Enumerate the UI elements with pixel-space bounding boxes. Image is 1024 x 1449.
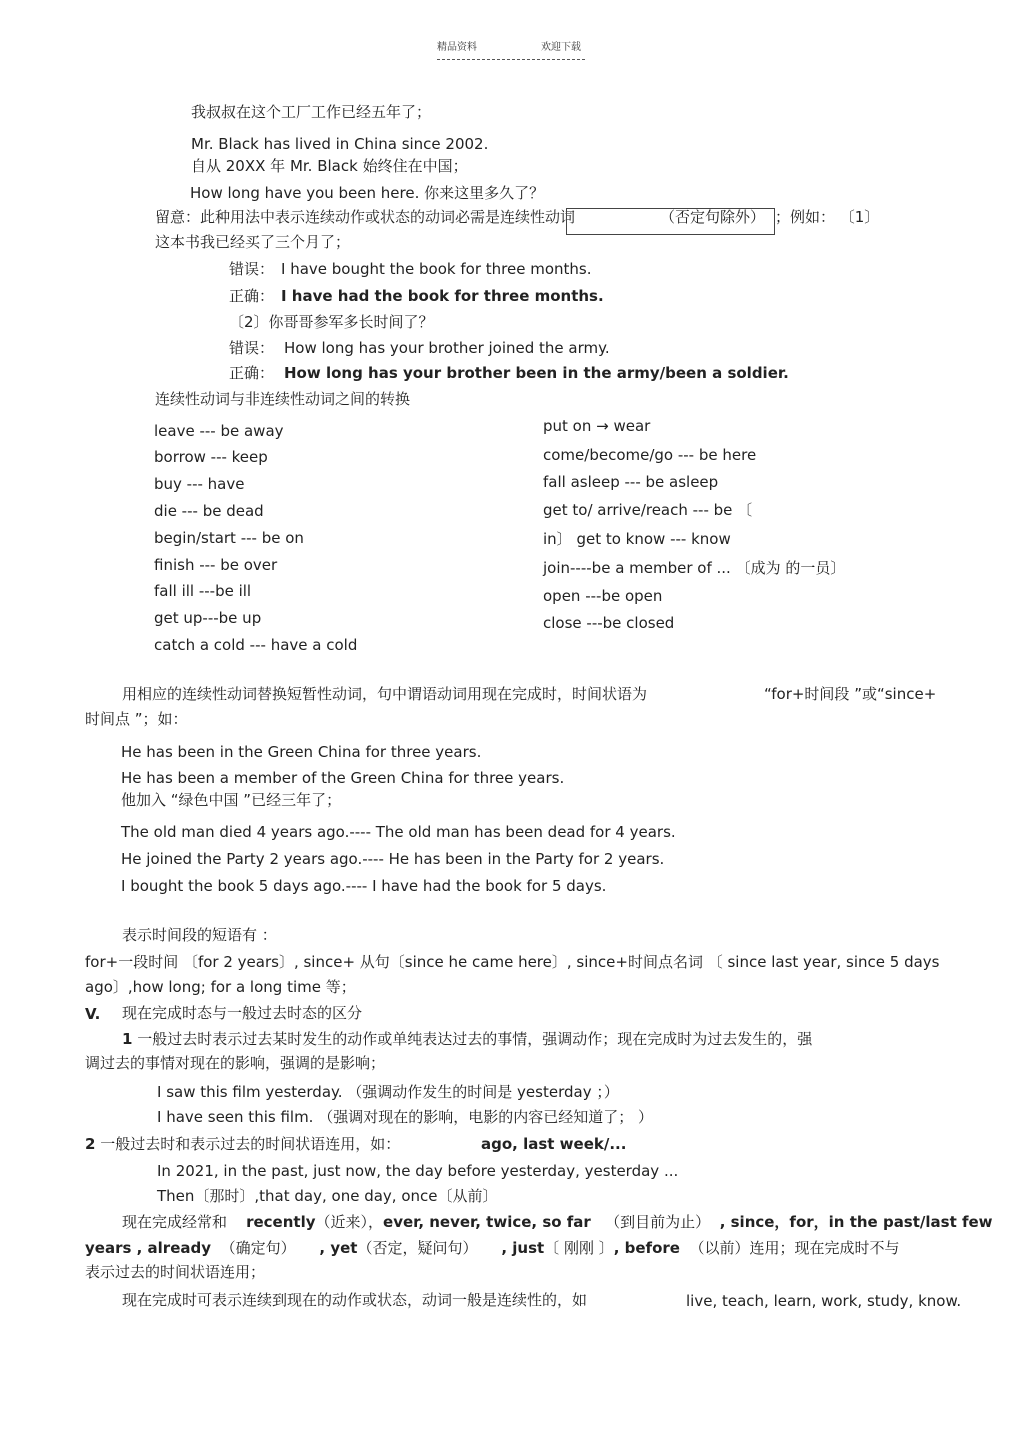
text-line: 这本书我已经买了三个月了； — [155, 233, 351, 251]
conversion-item: open ---be open — [543, 587, 663, 605]
wrong-label: 错误： — [229, 339, 275, 357]
example-sentence: In 2021, in the past, just now, the day before yesterday, yesterday ... — [157, 1162, 679, 1180]
correct-sentence: How long has your brother been in the army/been a soldier. — [284, 364, 789, 382]
paragraph-text: ago〕,how long; for a long time 等； — [85, 978, 356, 996]
section-heading: 连续性动词与非连续性动词之间的转换 — [155, 390, 411, 408]
paragraph-text: 现在完成经常和 recently（近来），ever, never, twice, so far （到目前为止） , since，for，in the past/last few — [122, 1213, 993, 1231]
wrong-sentence: I have bought the book for three months. — [281, 260, 592, 278]
paragraph-text: 1 一般过去时表示过去某时发生的动作或单纯表达过去的事情，强调动作；现在完成时为过去发生的，强 — [122, 1030, 813, 1048]
example-sentence: I saw this film yesterday. （强调动作发生的时间是 yesterday ；） — [157, 1083, 619, 1101]
conversion-item: die --- be dead — [154, 502, 264, 520]
text-line: Mr. Black has lived in China since 2002. — [191, 135, 489, 153]
conversion-item: fall ill ---be ill — [154, 582, 252, 600]
conversion-item: join----be a member of ... 〔成为 的一员〕 — [543, 559, 846, 577]
header-left: 精品资料 — [437, 42, 477, 53]
example-sentence: He has been a member of the Green China for three years. — [121, 769, 565, 787]
conversion-item: catch a cold --- have a cold — [154, 636, 358, 654]
example-sentence: The old man died 4 years ago.---- The old man has been dead for 4 years. — [121, 823, 676, 841]
note-exception: （否定句除外） — [660, 208, 766, 226]
note-example: ；例如： 〔1〕 — [775, 208, 880, 226]
paragraph-text: for+一段时间 〔for 2 years〕, since+ 从句〔since he came here〕, since+时间点名词 〔 since last year, since 5 days — [85, 953, 940, 971]
conversion-item: come/become/go --- be here — [543, 446, 757, 464]
text-line: 自从 20XX 年 Mr. Black 始终住在中国； — [191, 157, 468, 175]
paragraph-text: 现在完成时可表示连续到现在的动作或状态，动词一般是连续性的，如 — [122, 1291, 588, 1309]
paragraph-text: 用相应的连续性动词替换短暂性动词，句中谓语动词用现在完成时，时间状语为 — [122, 685, 648, 703]
paragraph-title: 表示时间段的短语有 ： — [122, 926, 277, 944]
conversion-item: fall asleep --- be asleep — [543, 473, 719, 491]
wrong-label: 错误： — [229, 260, 275, 278]
example-sentence: I have seen this film. （强调对现在的影响，电影的内容已经知道了； ） — [157, 1108, 653, 1126]
text-line: How long have you been here. 你来这里多久了？ — [190, 184, 545, 202]
keyword-list: ago, last week/... — [481, 1135, 627, 1153]
correct-label: 正确： — [229, 364, 275, 382]
paragraph-text: 时间点 ”；如： — [85, 710, 188, 728]
conversion-item: get to/ arrive/reach --- be 〔 — [543, 501, 753, 519]
item-number: 2 — [85, 1135, 96, 1153]
example-sentence: I bought the book 5 days ago.---- I have had the book for 5 days. — [121, 877, 607, 895]
paragraph-text: “for+时间段 ”或“since+ — [764, 685, 937, 703]
conversion-item: buy --- have — [154, 475, 245, 493]
header-right: 欢迎下载 — [541, 42, 581, 53]
verb-list: live, teach, learn, work, study, know. — [686, 1292, 962, 1310]
conversion-item: close ---be closed — [543, 614, 675, 632]
conversion-item: borrow --- keep — [154, 448, 268, 466]
text-line: 我叔叔在这个工厂工作已经五年了； — [191, 103, 432, 121]
section-number: V. — [85, 1005, 101, 1023]
example-sentence: Then〔那时〕,that day, one day, once〔从前〕 — [157, 1187, 498, 1205]
correct-label: 正确： — [229, 287, 275, 305]
section-title: 现在完成时态与一般过去时态的区分 — [122, 1004, 363, 1022]
example-sentence: He joined the Party 2 years ago.---- He has been in the Party for 2 years. — [121, 850, 665, 868]
note-text: 留意：此种用法中表示连续动作或状态的动词必需是连续性动词 — [155, 208, 576, 226]
text-line: 〔2〕你哥哥参军多长时间了？ — [229, 313, 434, 331]
conversion-item: begin/start --- be on — [154, 529, 304, 547]
correct-sentence: I have had the book for three months. — [281, 287, 604, 305]
conversion-item: get up---be up — [154, 609, 262, 627]
conversion-item: finish --- be over — [154, 556, 278, 574]
header-divider — [437, 59, 585, 60]
conversion-item: leave --- be away — [154, 422, 284, 440]
paragraph-text: years , already （确定句） , yet（否定，疑问句） , just〔 刚刚 〕, before （以前）连用；现在完成时不与 — [85, 1239, 900, 1257]
wrong-sentence: How long has your brother joined the army. — [284, 339, 610, 357]
conversion-item: put on → wear — [543, 417, 651, 435]
paragraph-text: 2 一般过去时和表示过去的时间状语连用，如： — [85, 1135, 401, 1153]
paragraph-text: 调过去的事情对现在的影响，强调的是影响； — [85, 1054, 386, 1072]
conversion-item: in〕 get to know --- know — [543, 530, 731, 548]
example-sentence: 他加入 “绿色中国 ”已经三年了； — [121, 791, 342, 809]
paragraph-text: 表示过去的时间状语连用； — [85, 1263, 266, 1281]
item-number: 1 — [122, 1030, 133, 1048]
example-sentence: He has been in the Green China for three years. — [121, 743, 482, 761]
